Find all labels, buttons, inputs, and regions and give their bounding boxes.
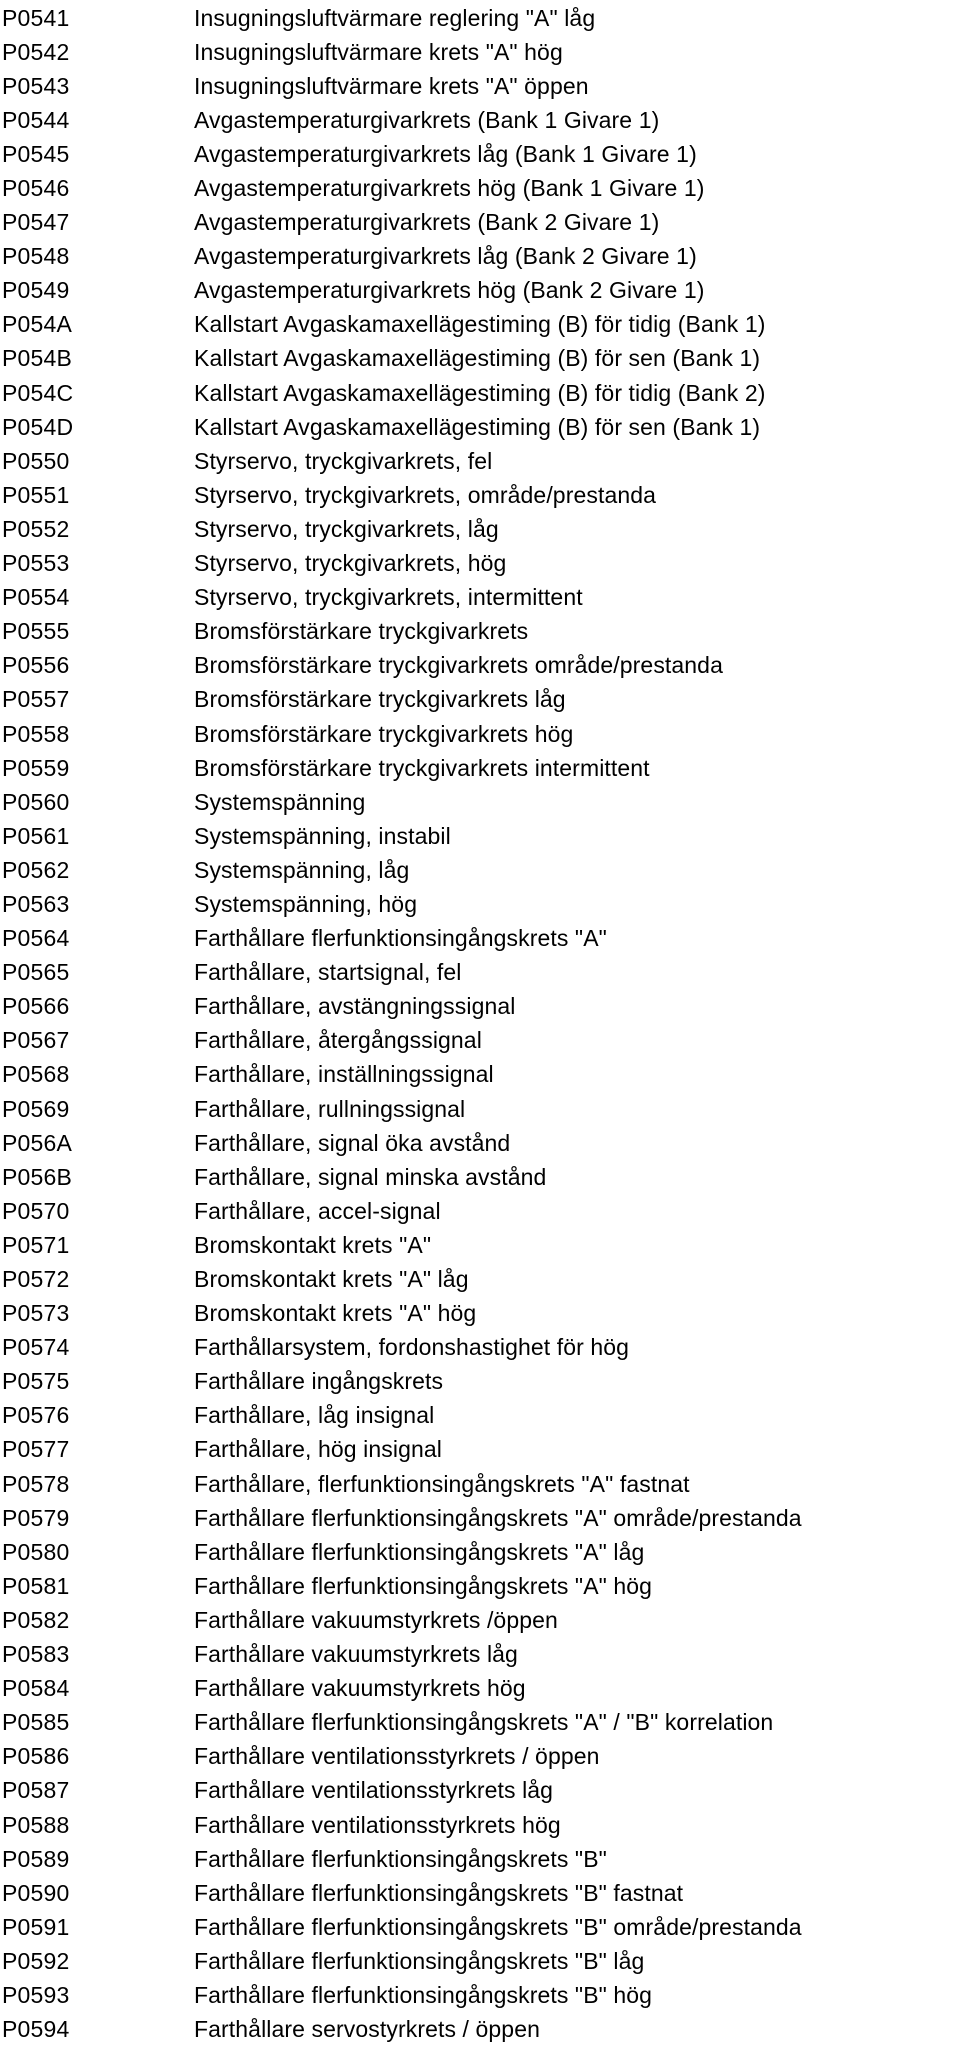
- fault-code: P056A: [2, 1129, 73, 1156]
- fault-code: P0579: [2, 1504, 70, 1531]
- fault-code-row: [0, 990, 960, 1024]
- fault-code-row: [0, 137, 960, 171]
- fault-code: P0543: [2, 72, 70, 99]
- fault-code-row: [0, 1842, 960, 1876]
- fault-description: Styrservo, tryckgivarkrets, område/prestanda: [194, 481, 657, 508]
- fault-code-row: [0, 1228, 960, 1262]
- fault-code-row: [0, 1365, 960, 1399]
- fault-code-row: [0, 819, 960, 853]
- fault-code-row: [0, 1194, 960, 1228]
- fault-code: P0566: [2, 993, 70, 1020]
- fault-code-row: [0, 1808, 960, 1842]
- fault-description: Farthållare ingångskrets: [194, 1368, 444, 1395]
- fault-description: Farthållare flerfunktionsingångskrets "A" / "B" korrelation: [194, 1709, 774, 1736]
- fault-code: P0581: [2, 1572, 70, 1599]
- fault-code-row: [0, 1910, 960, 1944]
- fault-description: Farthållare flerfunktionsingångskrets "B" hög: [194, 1981, 653, 2008]
- fault-code-row: [0, 649, 960, 683]
- fault-code: P056B: [2, 1163, 73, 1190]
- fault-code: P0557: [2, 686, 70, 713]
- fault-description: Farthållare ventilationsstyrkrets / öppen: [194, 1743, 600, 1770]
- fault-code: P0567: [2, 1027, 70, 1054]
- fault-code-row: [0, 1262, 960, 1296]
- fault-code: P0562: [2, 856, 70, 883]
- fault-code-row: [0, 1535, 960, 1569]
- fault-code-row: [0, 410, 960, 444]
- fault-code: P0586: [2, 1743, 70, 1770]
- fault-code-row: [0, 1024, 960, 1058]
- fault-code-row: [0, 206, 960, 240]
- fault-code-row: [0, 308, 960, 342]
- fault-description: Farthållare, signal minska avstånd: [194, 1163, 547, 1190]
- fault-code: P0548: [2, 243, 70, 270]
- fault-code: P0576: [2, 1402, 70, 1429]
- fault-code-row: [0, 1740, 960, 1774]
- fault-code-row: [0, 956, 960, 990]
- fault-code-list: [0, 1, 960, 2047]
- fault-description: Insugningsluftvärmare krets "A" öppen: [194, 72, 589, 99]
- fault-description: Avgastemperaturgivarkrets hög (Bank 1 Givare 1): [194, 175, 705, 202]
- fault-description: Kallstart Avgaskamaxellägestiming (B) för sen (Bank 1): [194, 345, 761, 372]
- fault-code: P0553: [2, 550, 70, 577]
- fault-description: Farthållare, rullningssignal: [194, 1095, 466, 1122]
- fault-code: P0588: [2, 1811, 70, 1838]
- fault-description: Farthållare flerfunktionsingångskrets "B": [194, 1845, 607, 1872]
- fault-description: Systemspänning: [194, 788, 366, 815]
- fault-code-row: [0, 1944, 960, 1978]
- fault-code-row: [0, 615, 960, 649]
- fault-description: Farthållare vakuumstyrkrets låg: [194, 1641, 518, 1668]
- fault-code: P0570: [2, 1197, 70, 1224]
- fault-description: Kallstart Avgaskamaxellägestiming (B) för sen (Bank 1): [194, 413, 761, 440]
- fault-code: P054D: [2, 413, 74, 440]
- fault-description: Farthållare vakuumstyrkrets hög: [194, 1675, 526, 1702]
- fault-code-row: [0, 1399, 960, 1433]
- fault-code-row: [0, 512, 960, 546]
- fault-code-row: [0, 69, 960, 103]
- fault-code-row: [0, 1672, 960, 1706]
- fault-code-row: [0, 717, 960, 751]
- fault-code-row: [0, 1297, 960, 1331]
- fault-description: Avgastemperaturgivarkrets låg (Bank 2 Givare 1): [194, 243, 697, 270]
- fault-description: Avgastemperaturgivarkrets (Bank 2 Givare 1): [194, 209, 660, 236]
- fault-code: P0563: [2, 890, 70, 917]
- fault-description: Bromskontakt krets "A" låg: [194, 1266, 469, 1293]
- fault-code: P0554: [2, 584, 70, 611]
- fault-code-row: [0, 853, 960, 887]
- fault-code-row: [0, 444, 960, 478]
- fault-code: P0573: [2, 1300, 70, 1327]
- fault-code: P054C: [2, 379, 74, 406]
- fault-code: P0593: [2, 1981, 70, 2008]
- fault-code: P0569: [2, 1095, 70, 1122]
- fault-code-row: [0, 785, 960, 819]
- fault-code-row: [0, 1092, 960, 1126]
- fault-code: P0585: [2, 1709, 70, 1736]
- fault-description: Avgastemperaturgivarkrets låg (Bank 1 Givare 1): [194, 140, 697, 167]
- fault-code-row: [0, 922, 960, 956]
- fault-code: P0550: [2, 447, 70, 474]
- fault-description: Farthållare, signal öka avstånd: [194, 1129, 511, 1156]
- fault-code: P0568: [2, 1061, 70, 1088]
- fault-code-row: [0, 581, 960, 615]
- fault-code: P0546: [2, 175, 70, 202]
- fault-code-row: [0, 547, 960, 581]
- fault-description: Styrservo, tryckgivarkrets, låg: [194, 515, 499, 542]
- fault-code-row: [0, 1126, 960, 1160]
- fault-description: Farthållare, accel-signal: [194, 1197, 441, 1224]
- fault-code: P0565: [2, 959, 70, 986]
- fault-code: P054A: [2, 311, 73, 338]
- fault-description: Farthållare flerfunktionsingångskrets "A" låg: [194, 1538, 645, 1565]
- fault-code-row: [0, 1160, 960, 1194]
- fault-description: Bromsförstärkare tryckgivarkrets intermittent: [194, 754, 650, 781]
- fault-description: Bromskontakt krets "A" hög: [194, 1300, 477, 1327]
- fault-code: P0572: [2, 1266, 70, 1293]
- fault-code-row: [0, 103, 960, 137]
- fault-code-row: [0, 1603, 960, 1637]
- fault-code-row: [0, 1978, 960, 2012]
- fault-code-row: [0, 1433, 960, 1467]
- fault-code: P054B: [2, 345, 73, 372]
- fault-description: Styrservo, tryckgivarkrets, fel: [194, 447, 493, 474]
- fault-description: Farthållare, låg insignal: [194, 1402, 435, 1429]
- fault-code-row: [0, 1706, 960, 1740]
- fault-code-row: [0, 1876, 960, 1910]
- fault-code: P0552: [2, 515, 70, 542]
- fault-description: Farthållare, återgångssignal: [194, 1027, 482, 1054]
- fault-code-row: [0, 1, 960, 35]
- fault-code: P0542: [2, 38, 70, 65]
- fault-code-row: [0, 342, 960, 376]
- fault-description: Styrservo, tryckgivarkrets, intermittent: [194, 584, 583, 611]
- fault-description: Farthållare, flerfunktionsingångskrets "A" fastnat: [194, 1470, 690, 1497]
- fault-code: P0577: [2, 1436, 70, 1463]
- fault-description: Bromsförstärkare tryckgivarkrets låg: [194, 686, 566, 713]
- fault-code: P0544: [2, 106, 70, 133]
- fault-code-row: [0, 887, 960, 921]
- fault-code-row: [0, 35, 960, 69]
- fault-code: P0555: [2, 618, 70, 645]
- fault-description: Farthållare, hög insignal: [194, 1436, 442, 1463]
- fault-description: Farthållare flerfunktionsingångskrets "B" område/prestanda: [194, 1913, 802, 1940]
- fault-description: Farthållare, startsignal, fel: [194, 959, 462, 986]
- fault-code: P0549: [2, 277, 70, 304]
- fault-code: P0558: [2, 720, 70, 747]
- fault-description: Farthållare flerfunktionsingångskrets "A": [194, 925, 607, 952]
- fault-description: Farthållare flerfunktionsingångskrets "B" fastnat: [194, 1879, 684, 1906]
- fault-description: Farthållare flerfunktionsingångskrets "B" låg: [194, 1947, 645, 1974]
- fault-code-row: [0, 274, 960, 308]
- fault-code: P0571: [2, 1231, 70, 1258]
- fault-description: Farthållare flerfunktionsingångskrets "A" hög: [194, 1572, 653, 1599]
- fault-description: Farthållarsystem, fordonshastighet för hög: [194, 1334, 630, 1361]
- fault-description: Farthållare ventilationsstyrkrets låg: [194, 1777, 554, 1804]
- fault-code-row: [0, 1569, 960, 1603]
- fault-code-row: [0, 376, 960, 410]
- fault-description: Insugningsluftvärmare krets "A" hög: [194, 38, 563, 65]
- fault-code-row: [0, 751, 960, 785]
- fault-code: P0578: [2, 1470, 70, 1497]
- fault-description: Kallstart Avgaskamaxellägestiming (B) för tidig (Bank 1): [194, 311, 766, 338]
- fault-description: Bromsförstärkare tryckgivarkrets område/prestanda: [194, 652, 723, 679]
- fault-code: P0541: [2, 4, 70, 31]
- fault-description: Kallstart Avgaskamaxellägestiming (B) för tidig (Bank 2): [194, 379, 766, 406]
- fault-code-row: [0, 478, 960, 512]
- fault-code-row: [0, 683, 960, 717]
- fault-description: Farthållare flerfunktionsingångskrets "A" område/prestanda: [194, 1504, 802, 1531]
- fault-code: P0587: [2, 1777, 70, 1804]
- fault-code-row: [0, 1774, 960, 1808]
- fault-description: Avgastemperaturgivarkrets (Bank 1 Givare 1): [194, 106, 660, 133]
- fault-code: P0589: [2, 1845, 70, 1872]
- fault-code-row: [0, 1058, 960, 1092]
- fault-code-row: [0, 1501, 960, 1535]
- fault-code: P0582: [2, 1606, 70, 1633]
- fault-description: Bromsförstärkare tryckgivarkrets: [194, 618, 529, 645]
- fault-description: Farthållare servostyrkrets / öppen: [194, 2016, 540, 2043]
- fault-description: Farthållare ventilationsstyrkrets hög: [194, 1811, 561, 1838]
- fault-code: P0575: [2, 1368, 70, 1395]
- fault-code: P0592: [2, 1947, 70, 1974]
- fault-description: Systemspänning, låg: [194, 856, 410, 883]
- fault-description: Farthållare vakuumstyrkrets /öppen: [194, 1606, 558, 1633]
- fault-code: P0590: [2, 1879, 70, 1906]
- fault-description: Avgastemperaturgivarkrets hög (Bank 2 Givare 1): [194, 277, 705, 304]
- fault-description: Bromsförstärkare tryckgivarkrets hög: [194, 720, 574, 747]
- fault-code: P0591: [2, 1913, 70, 1940]
- fault-code: P0583: [2, 1641, 70, 1668]
- fault-code: P0551: [2, 481, 70, 508]
- fault-description: Farthållare, inställningssignal: [194, 1061, 494, 1088]
- fault-code: P0594: [2, 2016, 70, 2043]
- fault-description: Farthållare, avstängningssignal: [194, 993, 516, 1020]
- fault-code: P0545: [2, 140, 70, 167]
- fault-code: P0574: [2, 1334, 70, 1361]
- fault-description: Insugningsluftvärmare reglering "A" låg: [194, 4, 596, 31]
- fault-description: Systemspänning, instabil: [194, 822, 451, 849]
- fault-code: P0560: [2, 788, 70, 815]
- fault-description: Systemspänning, hög: [194, 890, 418, 917]
- fault-code-row: [0, 1331, 960, 1365]
- fault-code: P0584: [2, 1675, 70, 1702]
- fault-description: Styrservo, tryckgivarkrets, hög: [194, 550, 507, 577]
- fault-code: P0564: [2, 925, 70, 952]
- fault-code-row: [0, 1638, 960, 1672]
- fault-description: Bromskontakt krets "A": [194, 1231, 432, 1258]
- fault-code: P0556: [2, 652, 70, 679]
- fault-code: P0559: [2, 754, 70, 781]
- fault-code: P0547: [2, 209, 70, 236]
- fault-code-row: [0, 1467, 960, 1501]
- fault-code: P0580: [2, 1538, 70, 1565]
- fault-code-row: [0, 171, 960, 205]
- fault-code: P0561: [2, 822, 70, 849]
- fault-code-row: [0, 2013, 960, 2047]
- fault-code-row: [0, 240, 960, 274]
